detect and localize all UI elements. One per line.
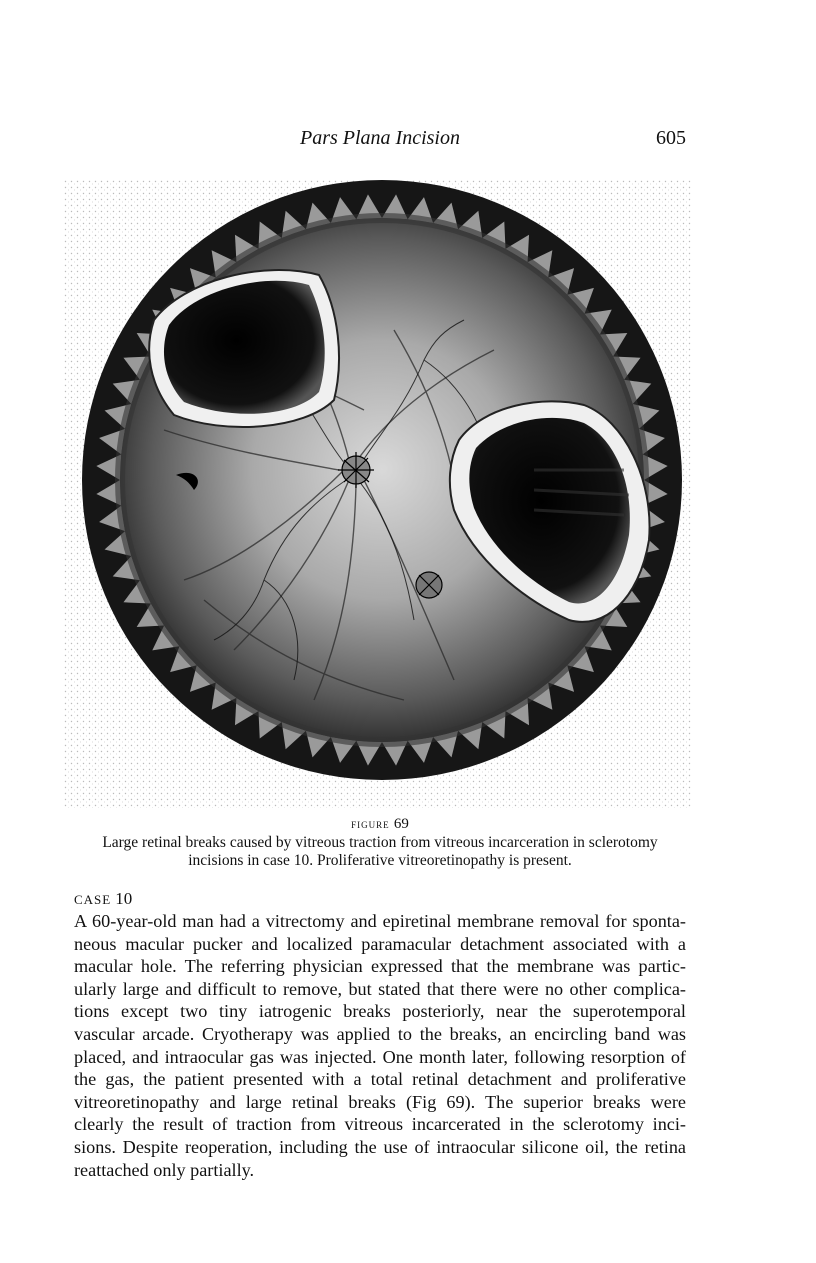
caption-line: Large retinal breaks caused by vitreous traction from vitreous incarceration in sclerotomy [102,834,658,851]
case-number: 10 [115,889,133,908]
body-line: the gas, the patient presented with a total retinal detachment and proliferative [74,1069,686,1090]
page-number: 605 [656,127,686,149]
body-line: tions except two tiny iatrogenic breaks posteriorly, near the superotemporal [74,1001,686,1022]
figure-label-word: figure [351,816,390,831]
case-heading [74,889,132,909]
retina-drawing [64,180,692,808]
body-line: sions. Despite reoperation, including the use of intraocular silicone oil, the retina [74,1136,686,1157]
case-body [74,910,686,1181]
running-head [74,127,686,157]
body-line: clearly the result of traction from vitreous incarcerated in the sclerotomy inci- [74,1114,686,1135]
body-line: vitreoretinopathy and large retinal breaks (Fig 69). The superior breaks were [74,1091,686,1112]
case-label: CASE [74,892,112,907]
body-line: A 60-year-old man had a vitrectomy and epiretinal membrane removal for sponta- [74,911,686,931]
body-line: reattached only partially. [74,1159,255,1180]
body-line: macular hole. The referring physician expressed that the membrane was partic- [74,956,686,977]
figure-label-number: 69 [393,816,409,832]
caption-line: incisions in case 10. Proliferative vitreoretinopathy is present. [188,852,572,869]
running-title: Pars Plana Incision [300,127,460,149]
figure-caption [74,814,686,870]
figure-label [74,814,686,834]
body-line: vascular arcade. Cryotherapy was applied to the breaks, an encircling band was [74,1023,686,1044]
body-line: ularly large and difficult to remove, but stated that there were no other complica- [74,978,686,999]
figure-illustration [64,180,692,808]
body-line: placed, and intraocular gas was injected. One month later, following resorption of [74,1046,686,1067]
body-line: neous macular pucker and localized paramacular detachment associated with a [74,933,686,954]
